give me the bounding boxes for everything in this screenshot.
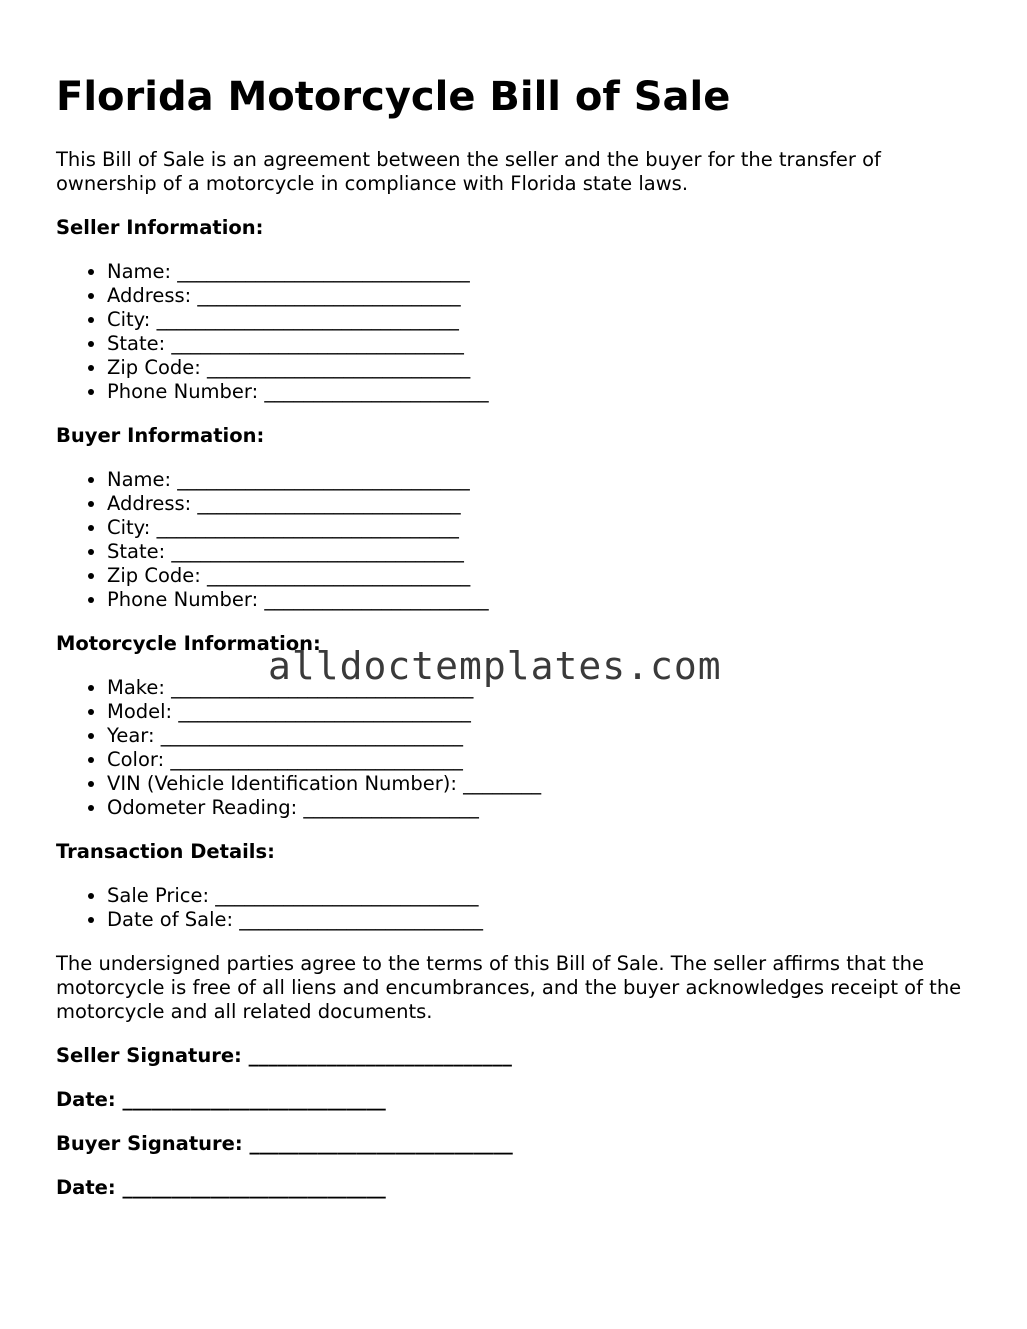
agreement-paragraph: The undersigned parties agree to the terms of this Bill of Sale. The seller affirms that the motorcycle is free of all liens and encumbrances, and the buyer acknowledges receipt of the motorcycle and all related documents. <box>56 952 962 1023</box>
date-of-sale-field: • Date of Sale: _________________________ <box>107 908 976 932</box>
buyer-state-field: • State: ______________________________ <box>107 540 976 564</box>
transaction-heading: Transaction Details: <box>56 840 275 863</box>
document-title: Florida Motorcycle Bill of Sale <box>56 74 731 120</box>
buyer-address-field: • Address: ___________________________ <box>107 492 976 516</box>
buyer-signature-line: Buyer Signature: ___________________________ <box>56 1132 513 1155</box>
buyer-zip-field: • Zip Code: ___________________________ <box>107 564 976 588</box>
buyer-date-line: Date: ___________________________ <box>56 1176 386 1199</box>
seller-address-field: • Address: ___________________________ <box>107 284 976 308</box>
buyer-city-field: • City: _______________________________ <box>107 516 976 540</box>
motorcycle-odometer-field: • Odometer Reading: __________________ <box>107 796 976 820</box>
seller-field-list <box>56 260 976 404</box>
buyer-heading: Buyer Information: <box>56 424 265 447</box>
motorcycle-vin-field: • VIN (Vehicle Identification Number): ________ <box>107 772 976 796</box>
seller-zip-field: • Zip Code: ___________________________ <box>107 356 976 380</box>
buyer-field-list <box>56 468 976 612</box>
motorcycle-color-field: • Color: ______________________________ <box>107 748 976 772</box>
seller-name-field: • Name: ______________________________ <box>107 260 976 284</box>
seller-state-field: • State: ______________________________ <box>107 332 976 356</box>
transaction-field-list <box>56 884 976 932</box>
seller-signature-line: Seller Signature: ___________________________ <box>56 1044 512 1067</box>
watermark-text: alldoctemplates.com <box>268 644 722 688</box>
seller-heading: Seller Information: <box>56 216 264 239</box>
intro-paragraph: This Bill of Sale is an agreement between the seller and the buyer for the transfer of ownership of a motorcycle in compliance with Florida state laws. <box>56 148 881 195</box>
seller-phone-field: • Phone Number: _______________________ <box>107 380 976 404</box>
seller-city-field: • City: _______________________________ <box>107 308 976 332</box>
sale-price-field: • Sale Price: ___________________________ <box>107 884 976 908</box>
seller-date-line: Date: ___________________________ <box>56 1088 386 1111</box>
buyer-name-field: • Name: ______________________________ <box>107 468 976 492</box>
motorcycle-make-field: • Make: _______________________________ <box>107 676 976 700</box>
motorcycle-year-field: • Year: _______________________________ <box>107 724 976 748</box>
motorcycle-field-list <box>56 676 976 820</box>
motorcycle-model-field: • Model: ______________________________ <box>107 700 976 724</box>
motorcycle-heading: Motorcycle Information: <box>56 632 321 655</box>
buyer-phone-field: • Phone Number: _______________________ <box>107 588 976 612</box>
